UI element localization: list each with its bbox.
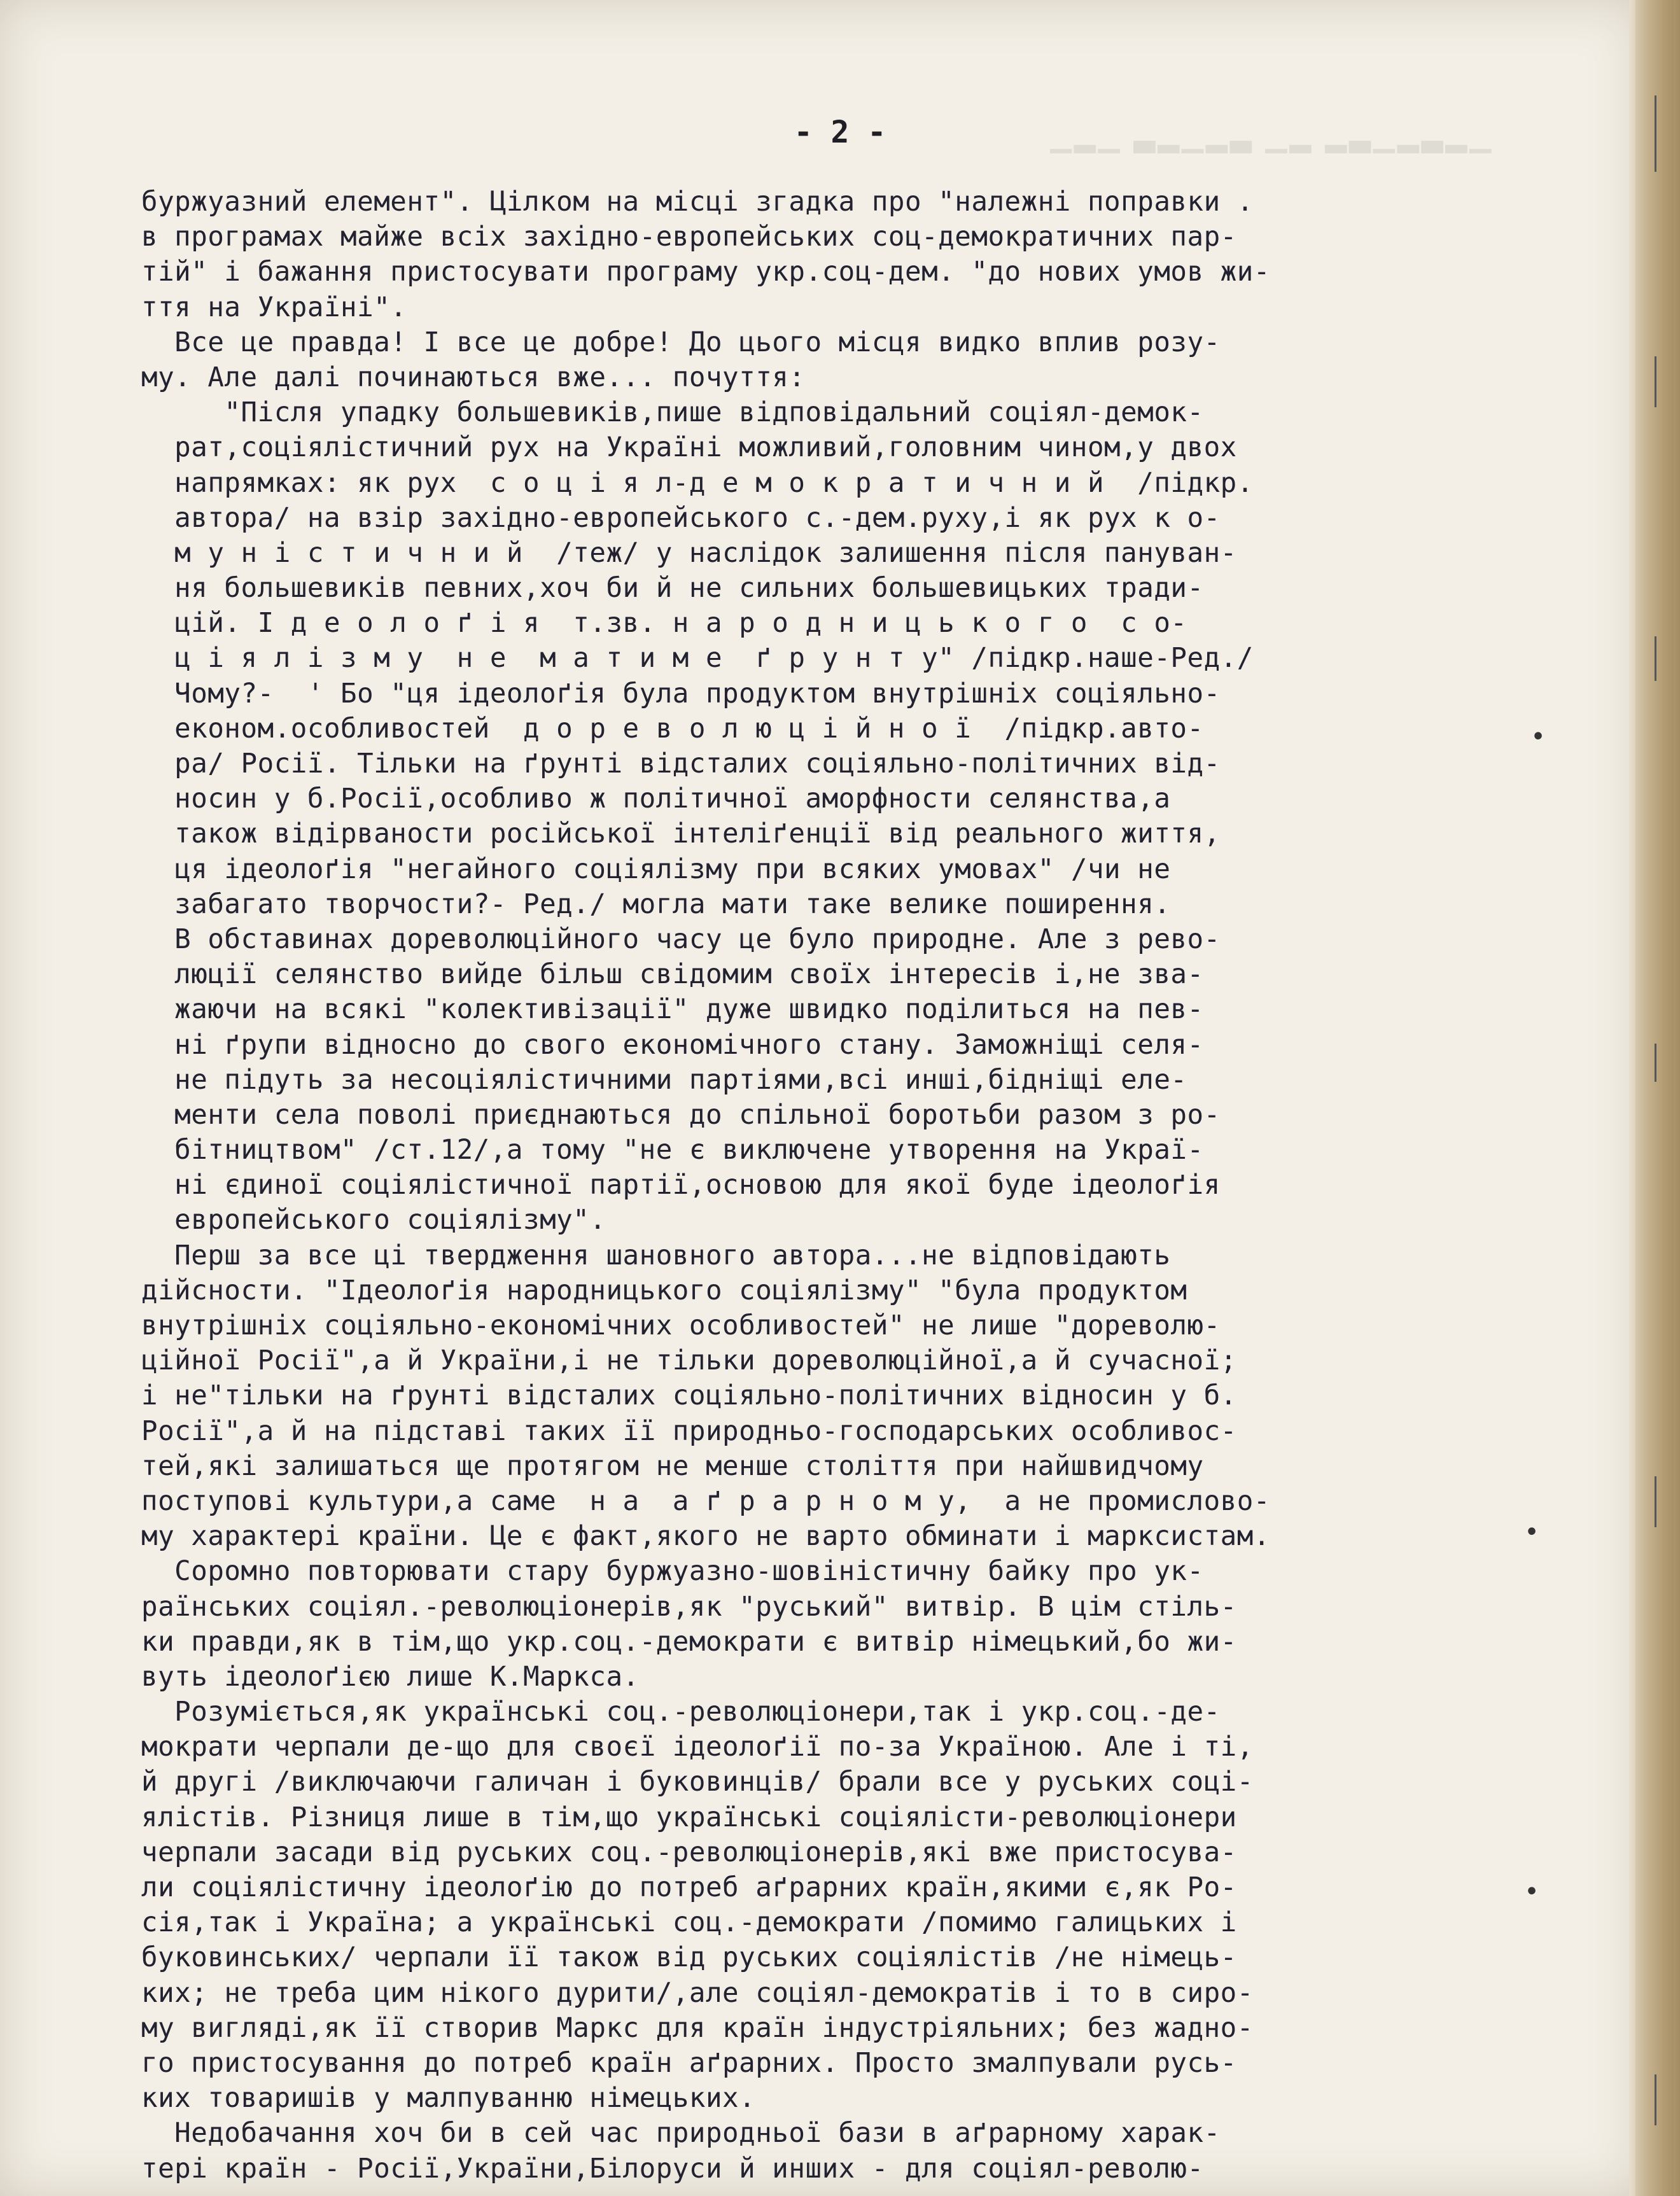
text-line: сія,так і Україна; а українські соц.-демократи /помимо галицьких і	[141, 1907, 1237, 1939]
text-line: Все це правда! І все це добре! До цього місця видко вплив розу-	[141, 326, 1221, 358]
text-line: менти села поволі приєднаються до спільної боротьби разом з ро-	[141, 1099, 1221, 1131]
document-body	[141, 185, 1490, 2186]
text-line: В обставинах дореволюційного часу це було природне. Але з рево-	[141, 923, 1221, 955]
text-line: тій" і бажання пристосувати програму укр.соц-дем. "до нових умов жи-	[141, 256, 1270, 288]
text-line: ц і я л і з м у н е м а т и м е ґ р у н т у" /підкр.наше-Ред./	[141, 643, 1254, 675]
text-line: тей,які залишаться ще протягом не менше століття при найшвидчому	[141, 1450, 1204, 1482]
text-line: вуть ідеолоґією лише К.Маркса.	[141, 1661, 640, 1693]
text-line: ких; не треба цим нікого дурити/,але соціял-демократів і то в сиро-	[141, 1977, 1254, 2009]
text-line: го пристосування до потреб країн аґрарних. Просто змалпували русь-	[141, 2047, 1237, 2079]
edge-tick	[1655, 356, 1656, 407]
edge-tick	[1655, 1044, 1656, 1082]
text-line: европейського соціялізму".	[141, 1205, 606, 1236]
text-line: раїнських соціял.-революціонерів,як "руський" витвір. В цім стіль-	[141, 1591, 1237, 1623]
text-line: му вигляді,як її створив Маркс для країн індустріяльних; без жадно-	[141, 2012, 1254, 2044]
text-line: мократи черпали де-що для своєї ідеолоґії по-за Україною. Але і ті,	[141, 1731, 1254, 1763]
margin-dot: •	[1530, 722, 1546, 752]
text-line: дійсности. "Ідеолоґія народницького соціялізму" "була продуктом	[141, 1275, 1187, 1306]
edge-tick	[1655, 95, 1656, 172]
margin-dot: •	[1524, 1877, 1540, 1906]
text-line: носин у б.Росії,особливо ж політичної аморфности селянства,а	[141, 783, 1171, 815]
edge-tick	[1655, 2074, 1656, 2125]
text-line: буржуазний елемент". Цілком на місці згадка про "належні поправки .	[141, 186, 1254, 218]
text-line: Розуміється,як українські соц.-революціонери,так і укр.соц.-де-	[141, 1696, 1221, 1728]
margin-dot: •	[1524, 1518, 1540, 1547]
edge-tick	[1655, 1476, 1656, 1527]
text-line: ця ідеолоґія "негайного соціялізму при всяких умовах" /чи не	[141, 853, 1171, 885]
text-line: в програмах майже всіх західно-европейських соц-демократичних пар-	[141, 221, 1237, 253]
edge-tick	[1655, 636, 1656, 681]
text-line: тері країн - Росії,України,Білоруси й инших - для соціял-револю-	[141, 2153, 1204, 2185]
text-line: поступові культури,а саме н а а ґ р а р н о м у, а не промислово-	[141, 1485, 1270, 1517]
text-line: буковинських/ черпали її також від руських соціялістів /не німець-	[141, 1942, 1237, 1974]
text-line: напрямках: як рух с о ц і я л-д е м о к р а т и ч н и й /підкр.	[141, 467, 1254, 499]
text-line: внутрішніх соціяльно-економічних особливостей" не лише "дореволю-	[141, 1310, 1221, 1341]
text-line: "Після упадку большевиків,пише відповідальний соціял-демок-	[141, 397, 1204, 429]
text-line: Соромно повторювати стару буржуазно-шовіністичну байку про ук-	[141, 1556, 1204, 1588]
text-line: жаючи на всякі "колективізації" дуже швидко поділиться на пев-	[141, 994, 1204, 1026]
text-line: ялістів. Різниця лише в тім,що українські соціялісти-революціонери	[141, 1801, 1237, 1833]
text-line: му. Але далі починаються вже... почуття:	[141, 361, 806, 393]
text-line: ня большевиків певних,хоч би й не сильних большевицьких тради-	[141, 573, 1204, 605]
text-line: економ.особливостей д о р е в о л ю ц і й н о ї /підкр.авто-	[141, 713, 1204, 745]
text-line: ційної Росії",а й України,і не тільки дореволюційної,а й сучасної;	[141, 1345, 1237, 1377]
text-line: Чому?- ' Бо "ця ідеолоґія була продуктом внутрішніх соціяльно-	[141, 678, 1221, 710]
text-line: забагато творчости?- Ред./ могла мати таке велике поширення.	[141, 888, 1171, 920]
text-line: Перш за все ці твердження шановного автора...не відповідають	[141, 1240, 1171, 1271]
text-line: Росії",а й на підставі таких її природньо-господарських особливос-	[141, 1415, 1237, 1447]
text-line: Недобачання хоч би в сей час природньої бази в аґрарному харак-	[141, 2118, 1221, 2150]
text-line: автора/ на взір західно-европейського с.-дем.руху,і як рух к о-	[141, 502, 1221, 534]
text-line: ких товаришів у малпуванню німецьких.	[141, 2083, 756, 2115]
text-line: черпали засади від руських соц.-революціонерів,які вже пристосува-	[141, 1836, 1237, 1868]
text-line: не підуть за несоціялістичними партіями,всі инші,бідніщі еле-	[141, 1064, 1187, 1096]
text-line: ли соціялістичну ідеолоґію до потреб аґрарних країн,якими є,як Ро-	[141, 1872, 1237, 1903]
text-line: люції селянство вийде більш свідомим своїх інтересів і,не зва-	[141, 959, 1204, 991]
text-line: ки правди,як в тім,що укр.соц.-демократи є витвір німецький,бо жи-	[141, 1626, 1237, 1658]
text-line: бітництвом" /ст.12/,а тому "не є виключене утворення на Украї-	[141, 1135, 1204, 1166]
text-line: цій. І д е о л о ґ і я т.зв. н а р о д н и ц ь к о г о с о-	[141, 608, 1187, 640]
text-line: ні ґрупи відносно до свого економічного стану. Заможніщі селя-	[141, 1029, 1204, 1061]
binding-edge	[1629, 0, 1680, 2196]
text-line: також відірваности російської інтеліґенції від реального життя,	[141, 818, 1221, 850]
text-line: м у н і с т и ч н и й /теж/ у наслідок залишення після пануван-	[141, 537, 1237, 569]
text-line: й другі /виключаючи галичан і буковинців/ брали все у руських соці-	[141, 1766, 1254, 1798]
text-line: ття на Україні".	[141, 291, 407, 323]
text-line: рат,соціялістичний рух на Україні можливий,головним чином,у двох	[141, 432, 1237, 464]
text-line: ні єдиної соціялістичної партії,основою для якої буде ідеолоґія	[141, 1170, 1221, 1201]
text-line: ра/ Росії. Тільки на ґрунті відсталих соціяльно-політичних від-	[141, 748, 1221, 780]
text-line: му характері країни. Це є факт,якого не варто обминати і марксистам.	[141, 1521, 1270, 1553]
page-number: - 2 -	[794, 115, 886, 150]
text-line: і не"тільки на ґрунті відсталих соціяльно-політичних відносин у б.	[141, 1380, 1237, 1412]
bleed-through-text: ▁▂▁ ▃▂▁▂▃ ▁▂ ▂▃▁▂▃▂▁	[1050, 121, 1494, 153]
